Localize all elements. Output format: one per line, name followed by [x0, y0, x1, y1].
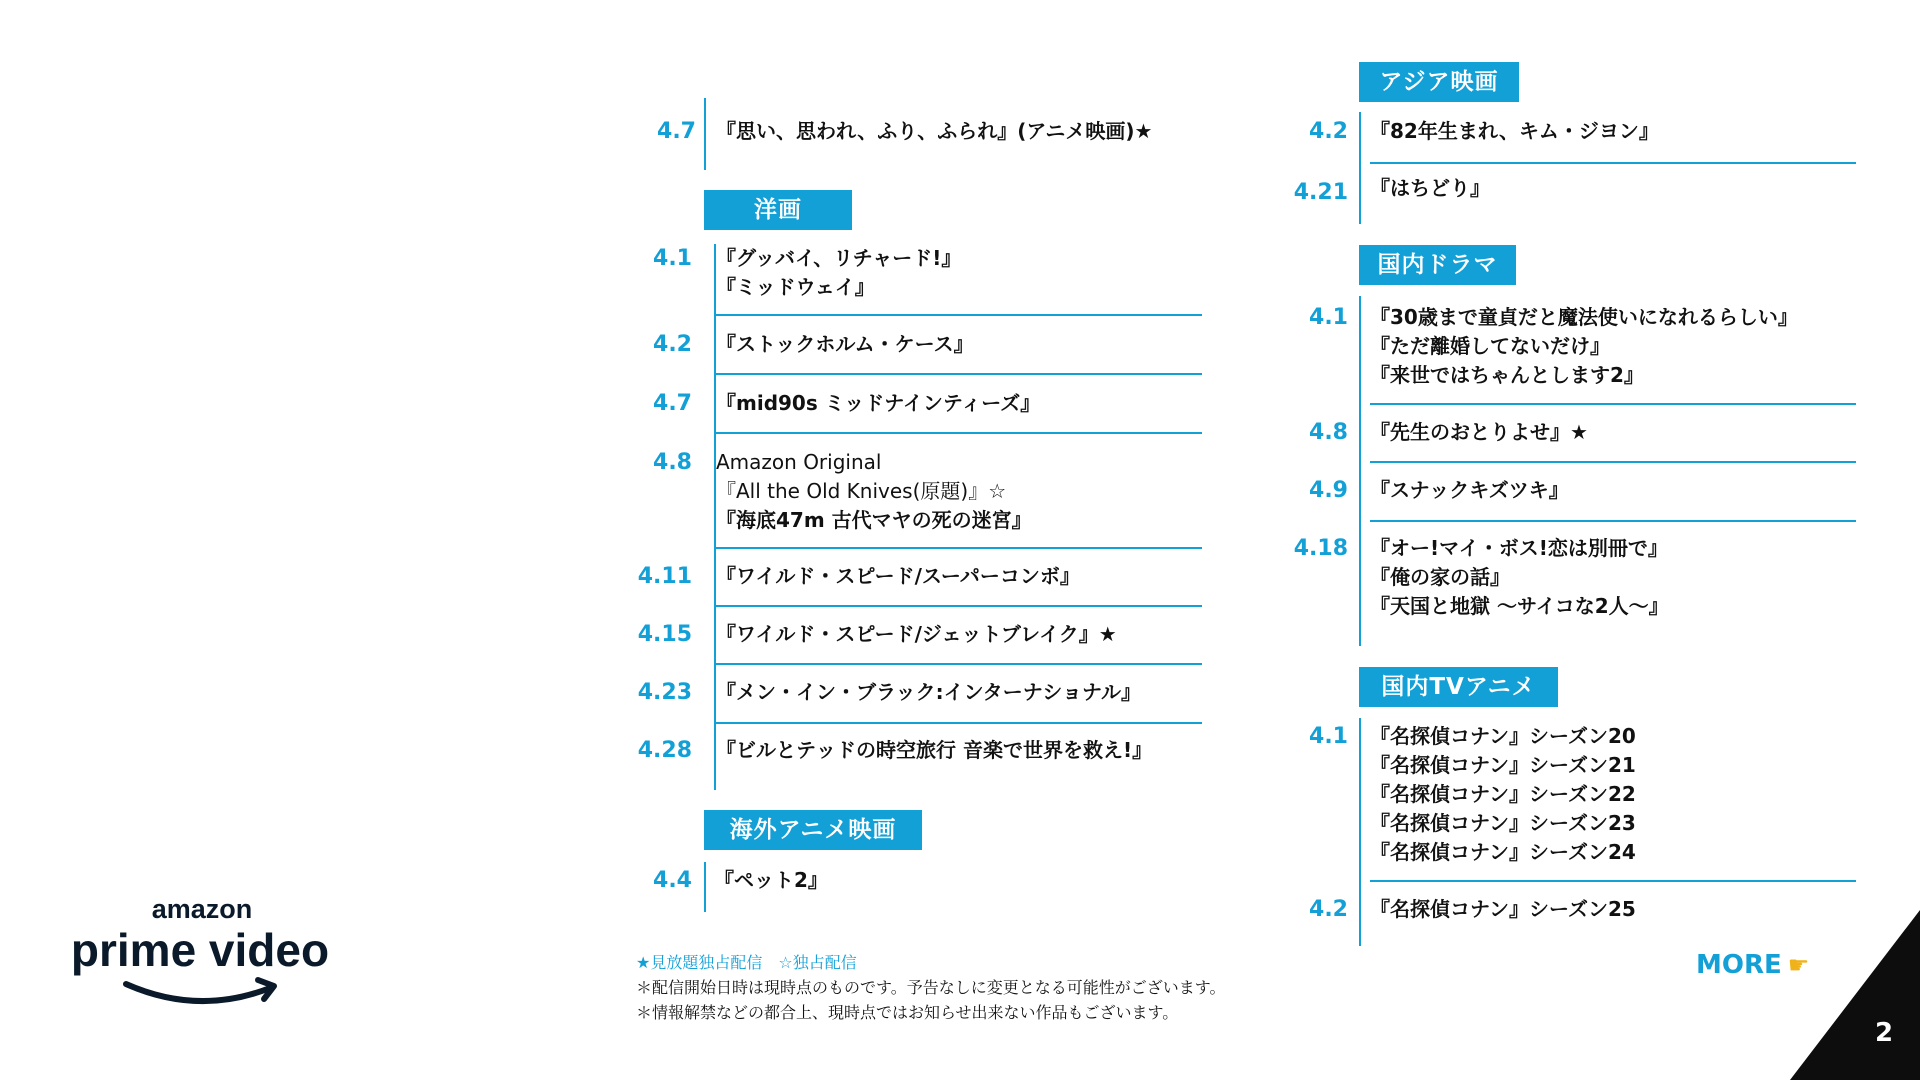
asian-divider — [1359, 112, 1361, 224]
domestic-drama-titles-3 — [1370, 476, 1569, 505]
row-separator — [716, 373, 1202, 375]
western-titles-6 — [716, 620, 1117, 649]
western-titles-8 — [716, 736, 1152, 765]
title-line: 『オー!マイ・ボス!恋は別冊で』 — [1370, 536, 1668, 560]
domestic-tv-anime-titles-1 — [1370, 722, 1636, 867]
western-date-1: 4.1 — [653, 246, 692, 271]
title-line: 『ミッドウェイ』 — [716, 275, 875, 299]
intro-date: 4.7 — [657, 119, 696, 144]
western-date-8: 4.28 — [637, 738, 692, 763]
domestic-tv-anime-divider — [1359, 718, 1361, 946]
asian-date-1: 4.2 — [1309, 119, 1348, 144]
row-separator — [716, 663, 1202, 665]
intro-divider — [704, 98, 706, 170]
title-line: 『メン・イン・ブラック:インターナショナル』 — [716, 680, 1141, 704]
title-line: 『来世ではちゃんとします2』 — [1370, 363, 1644, 387]
western-titles-4 — [716, 448, 1032, 535]
title-line: 『グッバイ、リチャード!』 — [716, 246, 962, 270]
footnotes — [636, 950, 1225, 1025]
title-line: 『はちどり』 — [1370, 176, 1490, 200]
logo-prime-video-text: prime video — [70, 924, 330, 976]
western-titles-1 — [716, 244, 961, 302]
title-line: 『俺の家の話』 — [1370, 565, 1510, 589]
section-header-foreign-anime: 海外アニメ映画 — [704, 810, 922, 850]
title-line: 『名探偵コナン』シーズン22 — [1370, 782, 1636, 806]
legend-note: ★見放題独占配信 ☆独占配信 — [636, 953, 857, 972]
foreign-anime-titles-1 — [714, 866, 828, 895]
more-label: MORE — [1696, 950, 1782, 980]
section-header-domestic-drama: 国内ドラマ — [1359, 245, 1516, 285]
title-line: 『ペット2』 — [714, 868, 828, 892]
title-line: Amazon Original — [716, 450, 882, 474]
title-line: 『海底47m 古代マヤの死の迷宮』 — [716, 508, 1032, 532]
row-separator — [1370, 880, 1856, 882]
domestic-drama-titles-1 — [1370, 303, 1798, 390]
section-header-domestic-tv-anime: 国内TVアニメ — [1359, 667, 1558, 707]
western-titles-5 — [716, 562, 1080, 591]
note-line-1: ＊配信開始日時は現時点のものです。予告なしに変更となる可能性がございます。 — [636, 978, 1226, 997]
title-line: 『スナックキズツキ』 — [1370, 478, 1569, 502]
row-separator — [1370, 403, 1856, 405]
domestic-drama-date-3: 4.9 — [1309, 478, 1348, 503]
domestic-drama-date-1: 4.1 — [1309, 305, 1348, 330]
note-line-2: ＊情報解禁などの都合上、現時点ではお知らせ出来ない作品もございます。 — [636, 1003, 1179, 1022]
western-date-5: 4.11 — [637, 564, 692, 589]
smile-arrow-icon — [126, 984, 270, 1001]
title-line: 『ワイルド・スピード/ジェットブレイク』★ — [716, 622, 1117, 646]
row-separator — [1370, 461, 1856, 463]
title-line: 『名探偵コナン』シーズン23 — [1370, 811, 1636, 835]
western-date-3: 4.7 — [653, 391, 692, 416]
western-titles-2 — [716, 330, 974, 359]
western-date-4: 4.8 — [653, 450, 692, 475]
row-separator — [1370, 520, 1856, 522]
asian-titles-1 — [1370, 117, 1659, 146]
domestic-tv-anime-titles-2 — [1370, 895, 1636, 924]
intro-title: 『思い、思われ、ふり、ふられ』(アニメ映画)★ — [716, 119, 1153, 143]
domestic-tv-anime-date-1: 4.1 — [1309, 724, 1348, 749]
domestic-drama-titles-2 — [1370, 418, 1588, 447]
prime-video-logo — [58, 888, 348, 1018]
row-separator — [716, 547, 1202, 549]
logo-amazon-text: amazon — [151, 894, 253, 924]
title-line: 『名探偵コナン』シーズン21 — [1370, 753, 1636, 777]
title-line: 『名探偵コナン』シーズン25 — [1370, 897, 1636, 921]
row-separator — [1370, 162, 1856, 164]
title-line: 『ビルとテッドの時空旅行 音楽で世界を救え!』 — [716, 738, 1153, 762]
asian-titles-2 — [1370, 174, 1490, 203]
pointing-hand-icon: ☛ — [1787, 951, 1810, 979]
title-line: 『ストックホルム・ケース』 — [716, 332, 974, 356]
domestic-drama-titles-4 — [1370, 534, 1669, 621]
western-date-6: 4.15 — [637, 622, 692, 647]
foreign-anime-date-1: 4.4 — [653, 868, 692, 893]
domestic-drama-date-2: 4.8 — [1309, 420, 1348, 445]
row-separator — [716, 605, 1202, 607]
title-line: 『天国と地獄 〜サイコな2人〜』 — [1370, 594, 1669, 618]
row-separator — [716, 432, 1202, 434]
row-separator — [716, 314, 1202, 316]
title-line: 『30歳まで童貞だと魔法使いになれるらしい』 — [1370, 305, 1798, 329]
title-line: 『mid90s ミッドナインティーズ』 — [716, 391, 1041, 415]
domestic-drama-date-4: 4.18 — [1293, 536, 1348, 561]
western-titles-7 — [716, 678, 1141, 707]
more-link[interactable] — [1696, 948, 1809, 982]
asian-date-2: 4.21 — [1293, 180, 1348, 205]
domestic-drama-divider — [1359, 296, 1361, 646]
row-separator — [716, 722, 1202, 724]
western-date-7: 4.23 — [637, 680, 692, 705]
domestic-tv-anime-date-2: 4.2 — [1309, 897, 1348, 922]
title-line: 『ワイルド・スピード/スーパーコンボ』 — [716, 564, 1080, 588]
title-line: 『82年生まれ、キム・ジヨン』 — [1370, 119, 1659, 143]
western-date-2: 4.2 — [653, 332, 692, 357]
western-titles-3 — [716, 389, 1040, 418]
title-line: 『ただ離婚してないだけ』 — [1370, 334, 1610, 358]
title-line: 『All the Old Knives(原題)』☆ — [716, 479, 1007, 503]
section-header-western: 洋画 — [704, 190, 852, 230]
corner-triangle — [1787, 910, 1920, 1080]
title-line: 『名探偵コナン』シーズン24 — [1370, 840, 1636, 864]
foreign-anime-divider — [704, 862, 706, 912]
page-number: 2 — [1874, 1018, 1894, 1048]
section-header-asian: アジア映画 — [1359, 62, 1519, 102]
title-line: 『先生のおとりよせ』★ — [1370, 420, 1588, 444]
title-line: 『名探偵コナン』シーズン20 — [1370, 724, 1636, 748]
